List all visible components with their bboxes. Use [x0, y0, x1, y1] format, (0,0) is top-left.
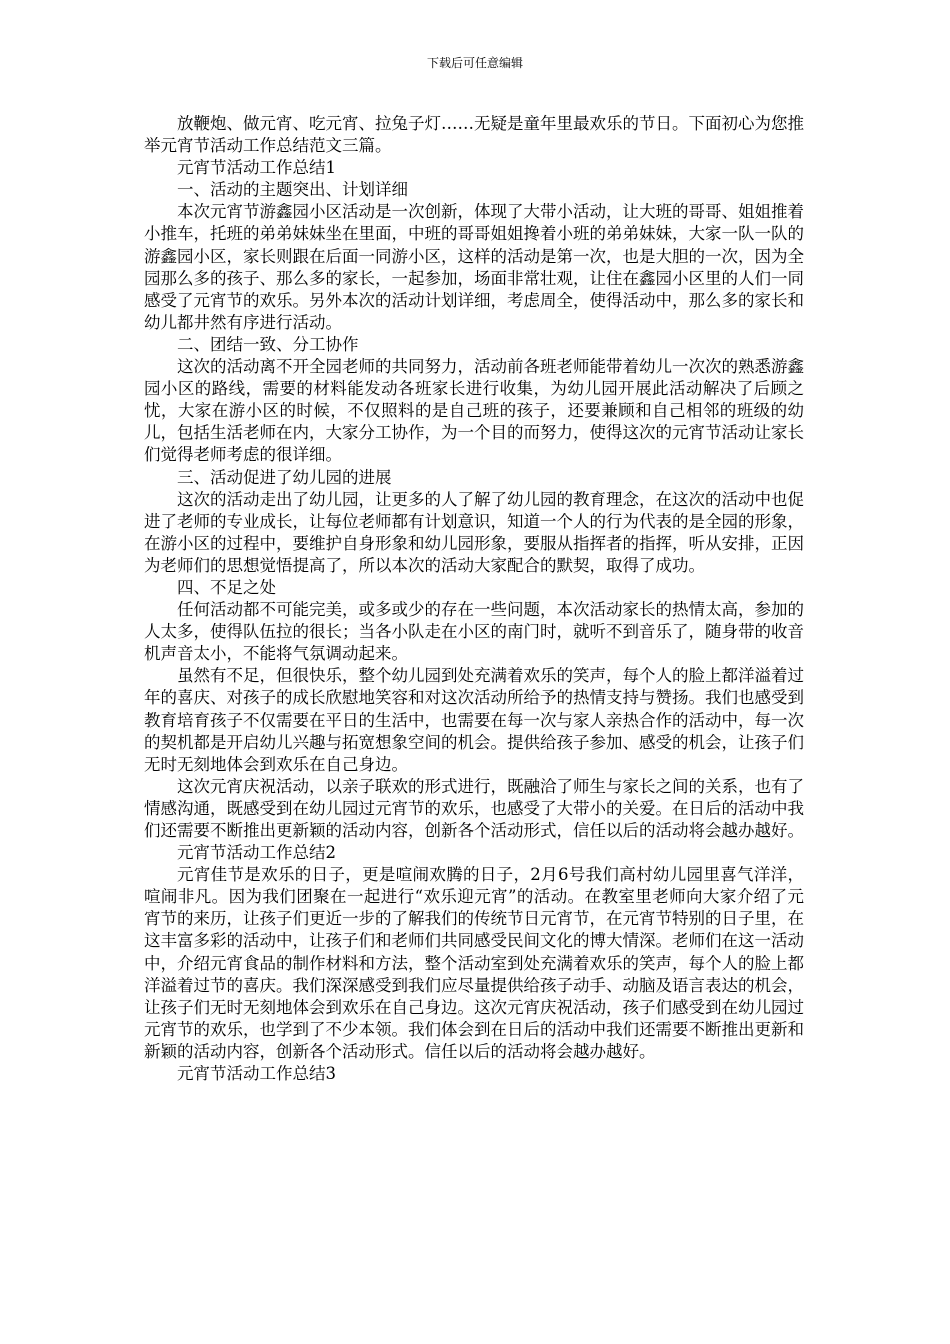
subheading-3: 三、活动促进了幼儿园的进展: [177, 467, 392, 487]
document-body: [144, 113, 804, 1085]
intro-paragraph: 放鞭炮、做元宵、吃元宵、拉兔子灯……无疑是童年里最欢乐的节日。下面初心为您推举元宵节活动工作总结范文三篇。: [144, 114, 804, 156]
body-paragraph: 这次的活动走出了幼儿园，让更多的人了解了幼儿园的教育理念，在这次的活动中也促进了老师的专业成长，让每位老师都有计划意识，知道一个人的行为代表的是全园的形象，在游小区的过程中，要维护自身形象和幼儿园形象，要服从指挥者的指挥，听从安排，正因为老师们的思想觉悟提高了，所以本次的活动大家配合的默契，取得了成功。: [144, 489, 804, 575]
body-paragraph: 元宵佳节是欢乐的日子，更是喧闹欢腾的日子，2月6号我们高村幼儿园里喜气洋洋，喧闹非凡。因为我们团聚在一起进行“欢乐迎元宵”的活动。在教室里老师向大家介绍了元宵节的来历，让孩子们更近一步的了解我们的传统节日元宵节，在元宵节特别的日子里，在这丰富多彩的活动中，让孩子们和老师们共同感受民间文化的博大情深。老师们在这一活动中，介绍元宵食品的制作材料和方法，整个活动室到处充满着欢乐的笑声，每个人的脸上都洋溢着过节的喜庆。我们深深感受到我们应尽量提供给孩子动手、动脑及语言表达的机会，让孩子们无时无刻地体会到欢乐在自己身边。这次元宵庆祝活动，孩子们感受到在幼儿园过元宵节的欢乐，也学到了不少本领。我们体会到在日后的活动中我们还需要不断推出更新和新颖的活动内容，创新各个活动形式。信任以后的活动将会越办越好。: [144, 865, 804, 1061]
subheading-1: 一、活动的主题突出、计划详细: [177, 180, 408, 200]
subheading-4: 四、不足之处: [177, 577, 276, 597]
subheading-2: 二、团结一致、分工协作: [177, 334, 359, 354]
body-paragraph: 虽然有不足，但很快乐，整个幼儿园到处充满着欢乐的笑声，每个人的脸上都洋溢着过年的喜庆、对孩子的成长欣慰地笑容和对这次活动所给予的热情支持与赞扬。我们也感受到教育培育孩子不仅需要在平日的生活中，也需要在每一次与家人亲热合作的活动中，每一次的契机都是开启幼儿兴趣与拓宽想象空间的机会。提供给孩子参加、感受的机会，让孩子们无时无刻地体会到欢乐在自己身边。: [144, 666, 804, 774]
page-header-note: 下载后可任意编辑: [426, 56, 523, 70]
body-paragraph: 本次元宵节游鑫园小区活动是一次创新，体现了大带小活动，让大班的哥哥、姐姐推着小推车，托班的弟弟妹妹坐在里面，中班的哥哥姐姐搀着小班的弟弟妹妹，大家一队一队的游鑫园小区，家长则跟在后面一同游小区，这样的活动是第一次，也是大胆的一次，因为全园那么多的孩子、那么多的家长，一起参加，场面非常壮观，让住在鑫园小区里的人们一同感受了元宵节的欢乐。另外本次的活动计划详细，考虑周全，使得活动中，那么多的家长和幼儿都井然有序进行活动。: [144, 202, 804, 332]
body-paragraph: 这次的活动离不开全园老师的共同努力，活动前各班老师能带着幼儿一次次的熟悉游鑫园小区的路线，需要的材料能发动各班家长进行收集，为幼儿园开展此活动解决了后顾之忧，大家在游小区的时候，不仅照料的是自己班的孩子，还要兼顾和自己相邻的班级的幼儿，包括生活老师在内，大家分工协作，为一个目的而努力，使得这次的元宵节活动让家长们觉得老师考虑的很详细。: [144, 357, 804, 465]
section-title-summary-2: 元宵节活动工作总结2: [177, 843, 336, 863]
body-paragraph: 这次元宵庆祝活动，以亲子联欢的形式进行，既融洽了师生与家长之间的关系，也有了情感沟通，既感受到在幼儿园过元宵节的欢乐，也感受了大带小的关爱。在日后的活动中我们还需要不断推出更新颖的活动内容，创新各个活动形式，信任以后的活动将会越办越好。: [144, 776, 804, 840]
body-paragraph: 任何活动都不可能完美，或多或少的存在一些问题，本次活动家长的热情太高，参加的人太多，使得队伍拉的很长；当各小队走在小区的南门时，就听不到音乐了，随身带的收音机声音太小，不能将气氛调动起来。: [144, 600, 804, 664]
section-title-summary-3: 元宵节活动工作总结3: [177, 1064, 336, 1084]
section-title-summary-1: 元宵节活动工作总结1: [177, 158, 336, 178]
